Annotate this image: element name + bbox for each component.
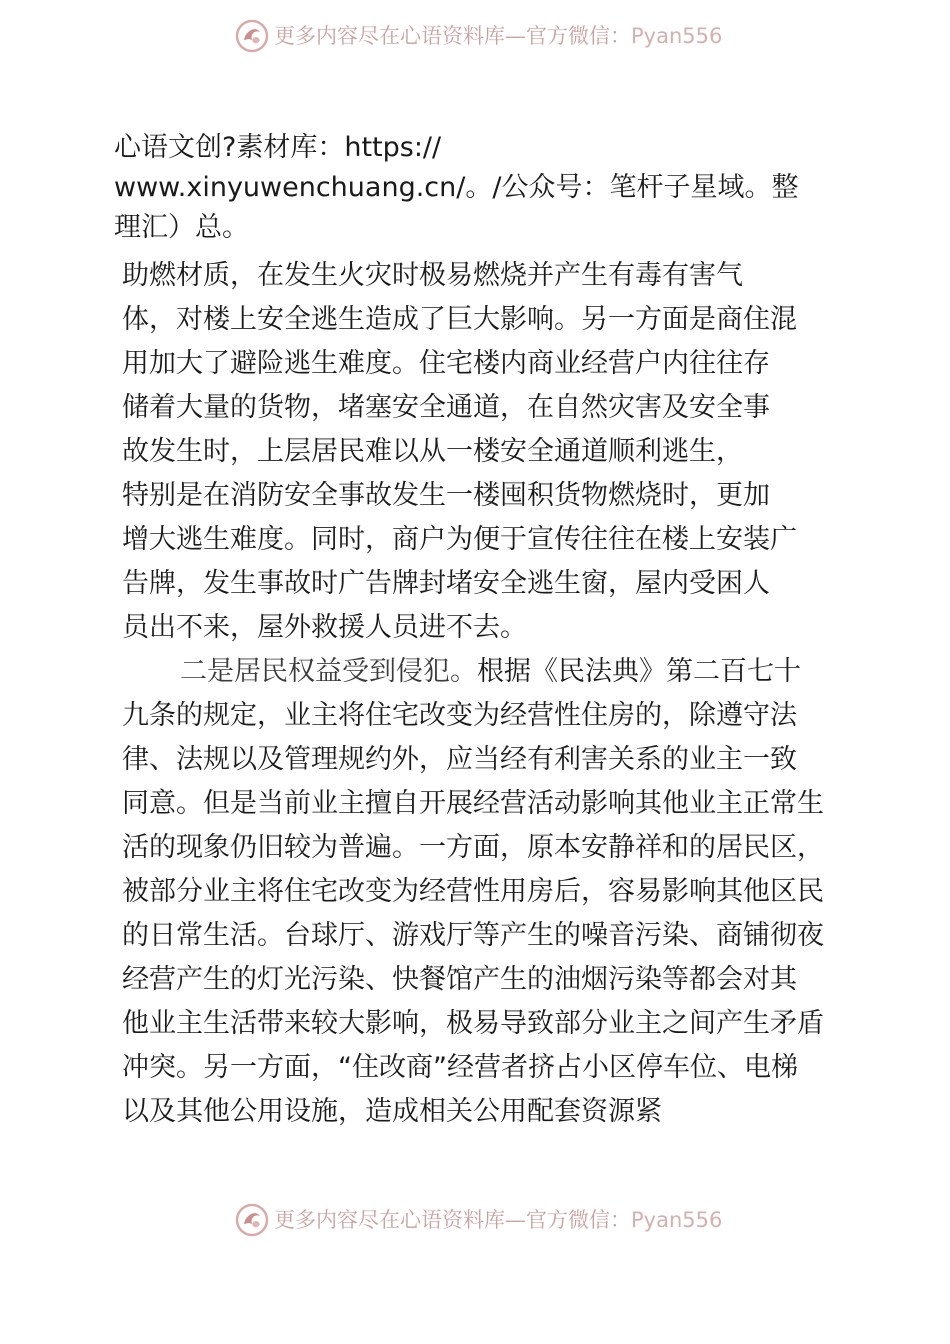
- paragraph-line: 律、法规以及管理规约外，应当经有利害关系的业主一致: [122, 744, 797, 775]
- paragraph-2-first-line: [122, 650, 852, 694]
- paragraph-line: 体，对楼上安全逃生造成了巨大影响。另一方面是商住混: [122, 304, 797, 335]
- source-line: 理汇）总。: [114, 212, 249, 243]
- paragraph-line: 经营产生的灯光污染、快餐馆产生的油烟污染等都会对其: [122, 964, 797, 995]
- section-heading: 二是居民权益受到侵犯。: [180, 656, 477, 687]
- document-body: [122, 254, 852, 1134]
- source-line: 心语文创?素材库：https://: [114, 132, 442, 163]
- paragraph-line: 告牌，发生事故时广告牌封堵安全逃生窗，屋内受困人: [122, 568, 770, 599]
- paragraph-line: 同意。但是当前业主擅自开展经营活动影响其他业主正常生: [122, 788, 824, 819]
- paragraph-line: 以及其他公用设施，造成相关公用配套资源紧: [122, 1096, 662, 1127]
- paragraph-line: 的日常生活。台球厅、游戏厅等产生的噪音污染、商铺彻夜: [122, 920, 824, 951]
- footer-watermark: [0, 1196, 950, 1246]
- watermark-account: Pyan556: [631, 1208, 723, 1232]
- paragraph-line: 故发生时，上层居民难以从一楼安全通道顺利逃生，: [122, 436, 743, 467]
- watermark-slogan: 更多内容尽在心语资料库—官方微信：: [274, 1208, 631, 1232]
- watermark-account: Pyan556: [631, 24, 723, 48]
- paragraph-line: 助燃材质，在发生火灾时极易燃烧并产生有毒有害气: [122, 260, 743, 291]
- paragraph-line: 活的现象仍旧较为普遍。一方面，原本安静祥和的居民区，: [122, 832, 824, 863]
- paragraph-line: 九条的规定，业主将住宅改变为经营性住房的，除遵守法: [122, 700, 797, 731]
- paragraph-line: 储着大量的货物，堵塞安全通道，在自然灾害及安全事: [122, 392, 770, 423]
- header-watermark: [0, 12, 950, 62]
- paragraph-line: 冲突。另一方面，“住改商”经营者挤占小区停车位、电梯: [122, 1052, 798, 1083]
- watermark-slogan: 更多内容尽在心语资料库—官方微信：: [274, 24, 631, 48]
- paragraph-line-rest: 根据《民法典》第二百七十: [477, 656, 801, 687]
- flame-swirl-logo-icon: [234, 18, 270, 54]
- paragraph-line: 增大逃生难度。同时，商户为便于宣传往往在楼上安装广: [122, 524, 797, 555]
- paragraph-line: 用加大了避险逃生难度。住宅楼内商业经营户内往往存: [122, 348, 770, 379]
- watermark-text: [274, 22, 722, 50]
- paragraph-line: 他业主生活带来较大影响，极易导致部分业主之间产生矛盾: [122, 1008, 824, 1039]
- paragraph-line: 被部分业主将住宅改变为经营性用房后，容易影响其他区民: [122, 876, 824, 907]
- flame-swirl-logo-icon: [234, 1202, 270, 1238]
- source-note: [114, 128, 874, 248]
- paragraph-line: 特别是在消防安全事故发生一楼囤积货物燃烧时，更加: [122, 480, 770, 511]
- paragraph-line: 员出不来，屋外救援人员进不去。: [122, 612, 527, 643]
- source-line: www.xinyuwenchuang.cn/。/公众号：笔杆子星域。整: [114, 172, 799, 203]
- watermark-text: [274, 1206, 722, 1234]
